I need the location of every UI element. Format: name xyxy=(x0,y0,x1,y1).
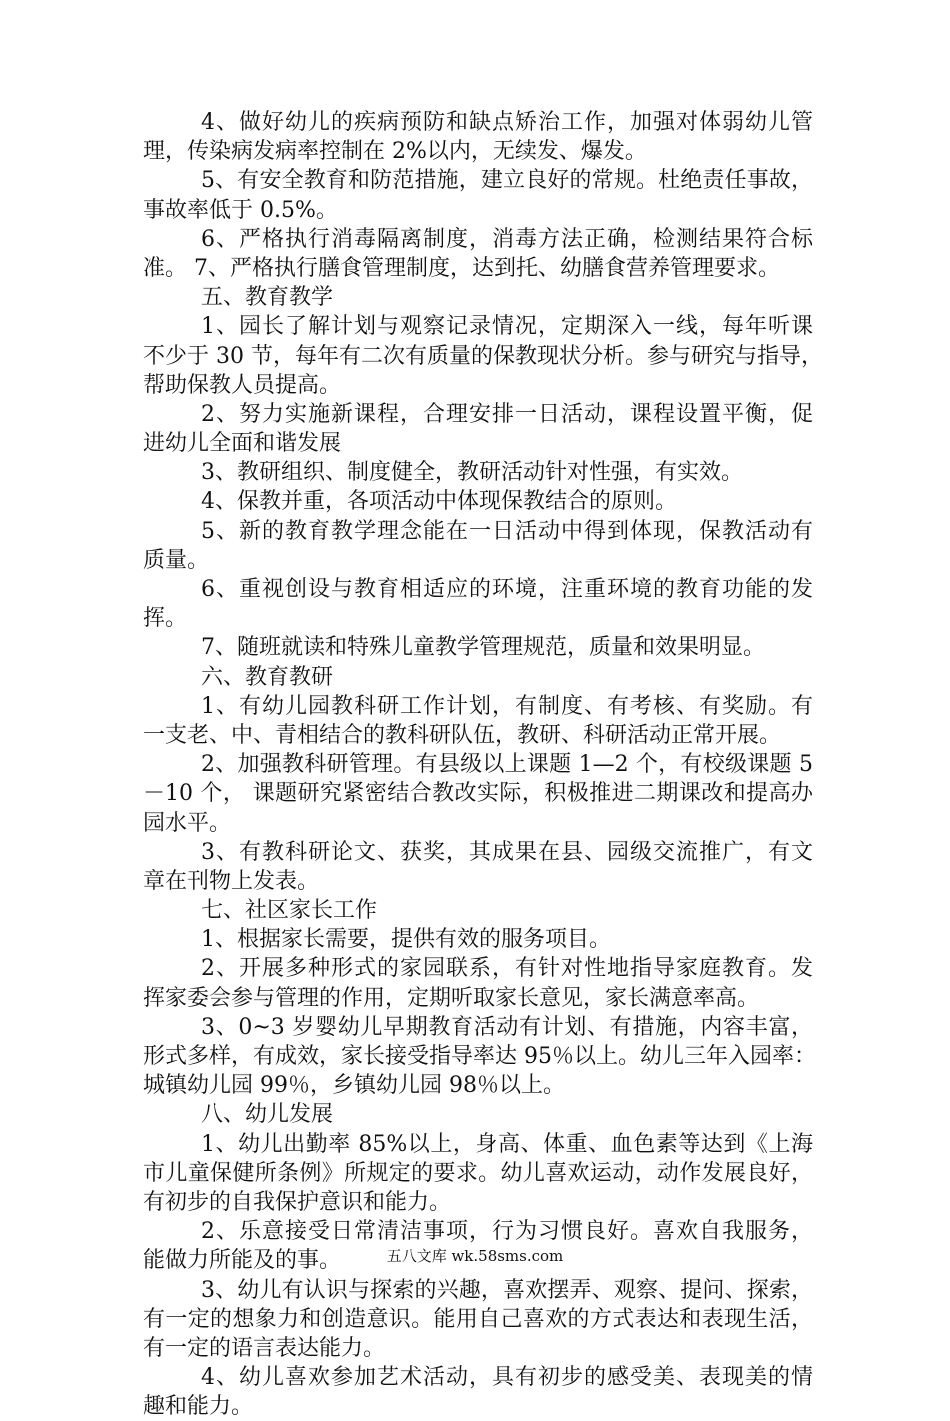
text-line: 3、教研组织、制度健全，教研活动针对性强，有实效。 xyxy=(201,460,743,486)
text-line: 准。 7、严格执行膳食管理制度，达到托、幼膳食营养管理要求。 xyxy=(143,255,780,281)
text-line: 5、有安全教育和防范措施，建立良好的常规。杜绝责任事故， xyxy=(201,168,813,194)
text-line: 能做力所能及的事。 xyxy=(143,1248,342,1274)
text-line: 园水平。 xyxy=(143,810,232,836)
text-line: 有初步的自我保护意识和能力。 xyxy=(143,1189,452,1215)
text-line: 有一定的想象力和创造意识。能用自己喜欢的方式表达和表现生活， xyxy=(143,1306,813,1332)
text-line: 质量。 xyxy=(143,547,210,573)
text-line: 理，传染病发病率控制在 2%以内，无续发、爆发。 xyxy=(143,139,647,165)
text-line: 城镇幼儿园 99％，乡镇幼儿园 98％以上。 xyxy=(143,1073,565,1099)
text-line: 一支老、中、青相结合的教科研队伍，教研、科研活动正常开展。 xyxy=(143,722,782,748)
text-line: 3、幼儿有认识与探索的兴趣，喜欢摆弄、观察、提问、探索， xyxy=(201,1277,813,1303)
text-line: 七、社区家长工作 xyxy=(201,898,378,924)
text-line: 趣和能力。 xyxy=(143,1394,254,1420)
text-line: 五、教育教学 xyxy=(201,285,334,311)
text-line: 4、做好幼儿的疾病预防和缺点矫治工作，加强对体弱幼儿管 xyxy=(201,110,813,135)
text-line: 进幼儿全面和谐发展 xyxy=(143,431,342,457)
text-line: 八、幼儿发展 xyxy=(201,1102,334,1128)
text-line: 挥家委会参与管理的作用，定期听取家长意见，家长满意率高。 xyxy=(143,985,760,1011)
text-line: 市儿童保健所条例》所规定的要求。幼儿喜欢运动，动作发展良好， xyxy=(143,1160,813,1186)
text-line: 2、开展多种形式的家园联系，有针对性地指导家庭教育。发 xyxy=(201,956,813,982)
text-line: 2、乐意接受日常清洁事项，行为习惯良好。喜欢自我服务， xyxy=(201,1219,813,1245)
text-line: 不少于 30 节，每年有二次有质量的保教现状分析。参与研究与指导， xyxy=(143,343,823,369)
text-line: －10 个， 课题研究紧密结合教改实际，积极推进二期课改和提高办 xyxy=(143,781,813,807)
document-body xyxy=(143,108,823,1421)
text-line: 挥。 xyxy=(143,606,188,632)
text-line: 1、根据家长需要，提供有效的服务项目。 xyxy=(201,927,611,953)
text-line: 4、幼儿喜欢参加艺术活动，具有初步的感受美、表现美的情 xyxy=(201,1365,813,1391)
text-line: 1、有幼儿园教科研工作计划，有制度、有考核、有奖励。有 xyxy=(201,693,813,719)
text-line: 6、重视创设与教育相适应的环境，注重环境的教育功能的发 xyxy=(201,577,813,602)
text-line: 形式多样，有成效，家长接受指导率达 95％以上。幼儿三年入园率： xyxy=(143,1044,816,1069)
text-line: 5、新的教育教学理念能在一日活动中得到体现，保教活动有 xyxy=(201,518,813,544)
text-line: 章在刊物上发表。 xyxy=(143,868,320,894)
text-line: 帮助保教人员提高。 xyxy=(143,372,342,398)
text-line: 事故率低于 0.5%。 xyxy=(143,197,338,223)
text-line: 1、幼儿出勤率 85%以上，身高、体重、血色素等达到《上海 xyxy=(201,1131,813,1157)
text-line: 4、保教并重，各项活动中体现保教结合的原则。 xyxy=(201,489,677,515)
text-line: 1、园长了解计划与观察记录情况，定期深入一线，每年听课 xyxy=(201,314,813,340)
text-line: 六、教育教研 xyxy=(201,664,334,690)
text-line: 3、有教科研论文、获奖，其成果在县、园级交流推广，有文 xyxy=(201,839,813,865)
text-line: 2、努力实施新课程，合理安排一日活动，课程设置平衡，促 xyxy=(201,401,813,427)
text-line: 3、0~3 岁婴幼儿早期教育活动有计划、有措施，内容丰富， xyxy=(201,1014,813,1040)
text-line: 6、严格执行消毒隔离制度，消毒方法正确，检测结果符合标 xyxy=(201,226,813,252)
text-line: 有一定的语言表达能力。 xyxy=(143,1335,386,1361)
page-footer: 五八文库 wk.58sms.com xyxy=(386,1247,564,1265)
text-line: 7、随班就读和特殊儿童教学管理规范，质量和效果明显。 xyxy=(201,635,765,661)
text-line: 2、加强教科研管理。有县级以上课题 1—2 个，有校级课题 5 xyxy=(201,752,813,778)
